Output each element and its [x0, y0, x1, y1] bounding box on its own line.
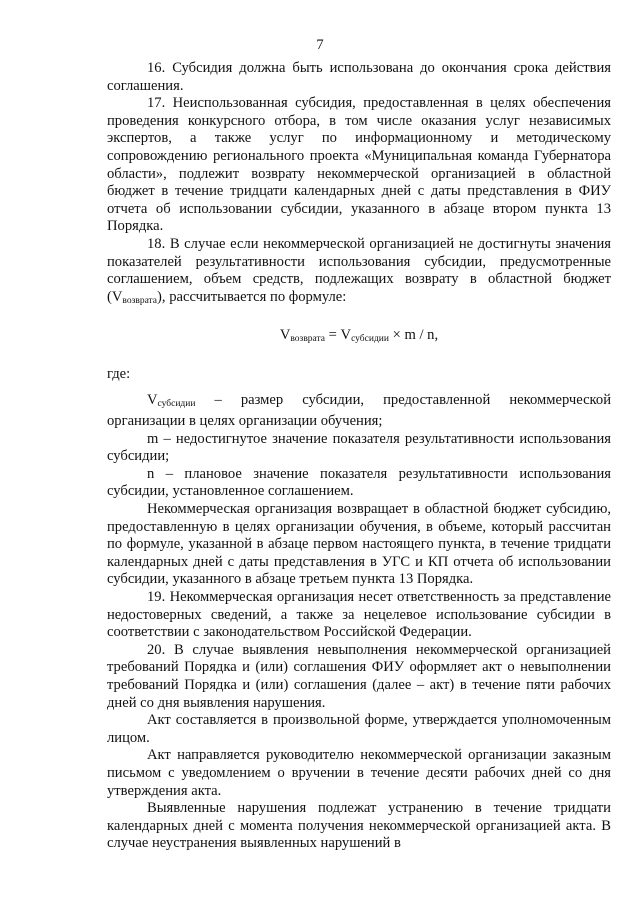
where-label: где: — [107, 365, 131, 382]
definition-m: m – недостигнутое значение показателя результативности использования субсидии; — [107, 430, 611, 465]
act-sent: Акт направляется руководителю некоммерческой организации заказным письмом с уведомлением о вручении в течение десяти рабочих дней со дня утверждения акта. — [107, 747, 611, 799]
paragraph-16: 16. Субсидия должна быть использована до окончания срока действия соглашения. — [107, 60, 611, 94]
definition-v-text: – размер субсидии, предоставленной некоммерческой организации в целях организации обучения; — [107, 391, 611, 430]
document-body — [107, 60, 611, 853]
formula-equals-v: = V — [325, 327, 352, 344]
formula-subscript-subsidy: субсидии — [351, 334, 389, 345]
subscript-return: возврата — [122, 295, 158, 306]
paragraph-17: 17. Неиспользованная субсидия, предоставленная в целях обеспечения проведения конкурсного отбора, в том числе оказания услуг независимых экспертов, а также услуг по информационному и методическому сопровождению регионального проекта «Муниципальная команда Губернатора области», подлежит возврату некоммерческой организацией в областной бюджет в течение тридцати календарных дней с даты представления в ФИУ отчета об использовании субсидии, указанного в абзаце втором пункта 13 Порядка. — [107, 95, 611, 235]
act-drawn-up: Акт составляется в произвольной форме, утверждается уполномоченным лицом. — [107, 712, 611, 746]
page-number: 7 — [316, 37, 324, 53]
return-procedure: Некоммерческая организация возвращает в областной бюджет субсидию, предоставленную в целях организации обучения, в объеме, который рассчитан по формуле, указанной в абзаце первом настоящего пункта, в течение тридцати календарных дней с даты представления в УГС и КП отчета об использовании субсидии, указанного в абзаце третьем пункта 13 Порядка. — [107, 501, 611, 588]
paragraph-19: 19. Некоммерческая организация несет ответственность за представление недостоверных сведений, а также за нецелевое использование субсидии в соответствии с законодательством Российской Федерации. — [107, 589, 611, 641]
paragraph-20: 20. В случае выявления невыполнения некоммерческой организацией требований Порядка и (или) соглашения ФИУ оформляет акт о невыполнении требований Порядка и (или) соглашения (далее – акт) в течение пяти рабочих дней со дня выявления нарушения. — [107, 641, 611, 711]
paragraph-18-text-end: ), рассчитывается по формуле: — [157, 288, 347, 305]
paragraph-18-text-start: 18. В случае если некоммерческой организацией не достигнуты значения показателей результативности использования субсидии, предусмотренные соглашением, объем средств, подлежащих возврату в областной бюджет (V — [107, 235, 611, 305]
violations-correction: Выявленные нарушения подлежат устранению в течение тридцати календарных дней с момента получения некоммерческой организацией акта. В случае неустранения выявленных нарушений в — [107, 800, 611, 852]
return-formula — [107, 327, 611, 349]
formula-subscript-return: возврата — [290, 334, 326, 345]
definition-n: n – плановое значение показателя результативности использования субсидии, установленное соглашением. — [107, 465, 611, 500]
definition-v-subscript: субсидии — [157, 398, 196, 409]
formula-v-return: V — [279, 327, 291, 344]
definition-v-letter: V — [147, 391, 158, 408]
paragraph-18 — [107, 236, 611, 310]
definition-v-subsidy — [107, 392, 611, 431]
formula-rest: × m / n, — [388, 327, 439, 344]
